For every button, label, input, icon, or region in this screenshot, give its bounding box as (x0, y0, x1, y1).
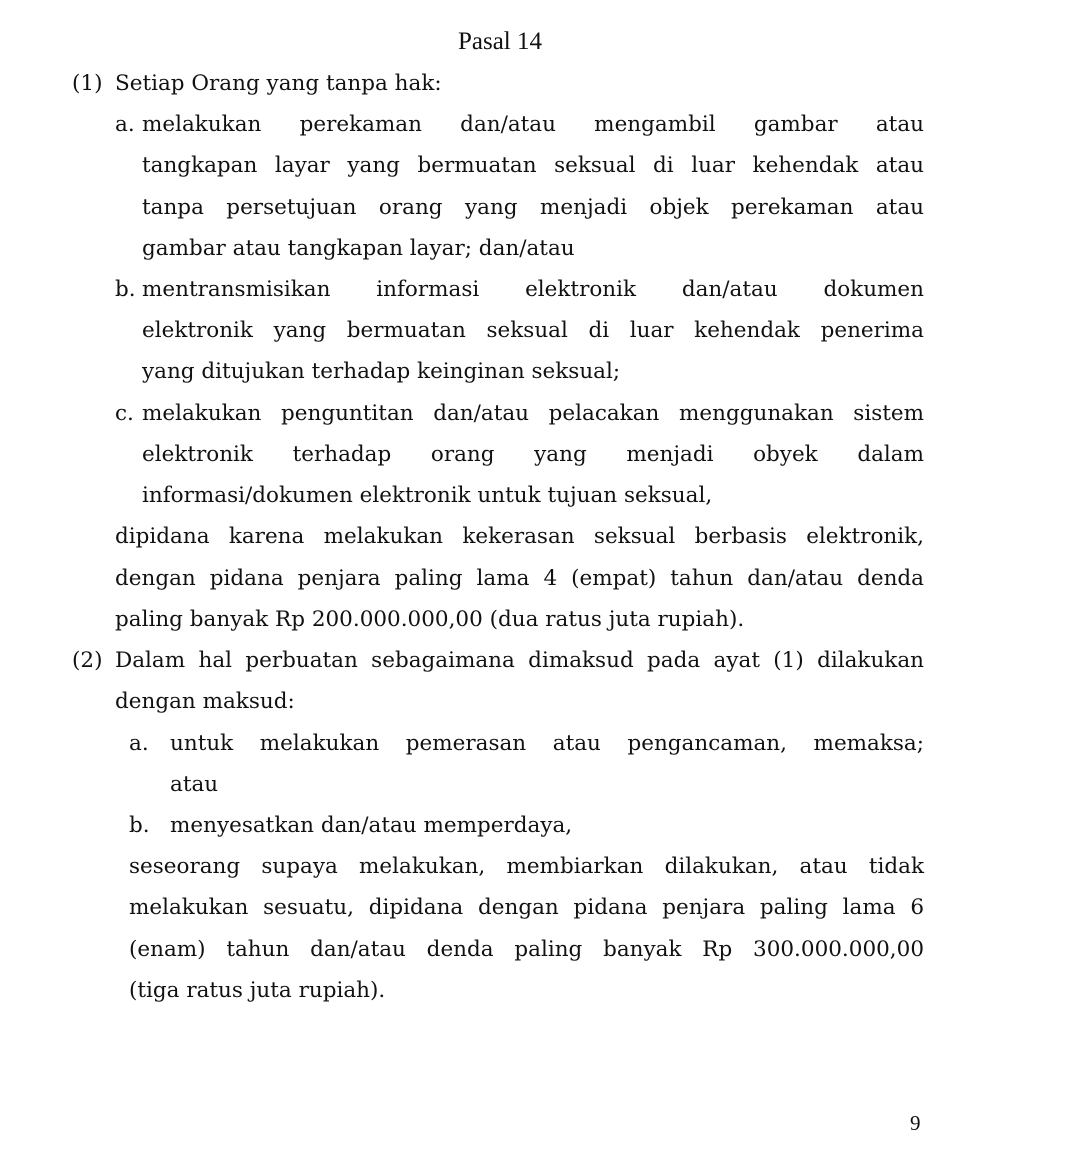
ayat-1-item-a-line-2: tangkapan layar yang bermuatan seksual di luar kehendak atau (142, 153, 924, 178)
ayat-1-item-c-marker: c. (115, 401, 134, 426)
ayat-2-number: (2) (72, 648, 103, 673)
ayat-2-item-b-line-1: menyesatkan dan/atau memperdaya, (170, 813, 573, 838)
ayat-1-closing-line-1: dipidana karena melakukan kekerasan seksual berbasis elektronik, (115, 524, 924, 549)
ayat-2-intro-line-2: dengan maksud: (115, 689, 295, 714)
ayat-1-intro: Setiap Orang yang tanpa hak: (115, 71, 442, 96)
ayat-1-item-c-line-2: elektronik terhadap orang yang menjadi obyek dalam (142, 442, 924, 467)
article-heading: Pasal 14 (457, 28, 543, 55)
ayat-1-item-a-marker: a. (115, 112, 135, 137)
ayat-1-item-a-line-3: tanpa persetujuan orang yang menjadi objek perekaman atau (142, 195, 924, 220)
ayat-1-item-b-line-1: mentransmisikan informasi elektronik dan/atau dokumen (142, 277, 924, 302)
ayat-1-number: (1) (72, 71, 103, 96)
ayat-1-item-b-line-2: elektronik yang bermuatan seksual di luar kehendak penerima (142, 318, 924, 343)
ayat-1-item-c-line-3: informasi/dokumen elektronik untuk tujuan seksual, (142, 483, 713, 508)
ayat-2-item-b-marker: b. (129, 813, 150, 838)
ayat-1-item-b-marker: b. (115, 277, 136, 302)
page-number: 9 (910, 1111, 921, 1135)
ayat-2-item-a-line-2: atau (170, 772, 219, 797)
ayat-1-item-b-line-3: yang ditujukan terhadap keinginan seksual; (142, 359, 621, 384)
ayat-1-item-a-line-4: gambar atau tangkapan layar; dan/atau (142, 236, 575, 261)
ayat-2-closing-line-2: melakukan sesuatu, dipidana dengan pidana penjara paling lama 6 (129, 895, 924, 920)
ayat-2-closing-line-1: seseorang supaya melakukan, membiarkan dilakukan, atau tidak (129, 854, 924, 879)
ayat-2-closing-line-4: (tiga ratus juta rupiah). (129, 978, 386, 1003)
ayat-1-item-a-line-1: melakukan perekaman dan/atau mengambil gambar atau (142, 112, 924, 137)
ayat-1-item-c-line-1: melakukan penguntitan dan/atau pelacakan menggunakan sistem (142, 401, 924, 426)
ayat-2-item-a-line-1: untuk melakukan pemerasan atau pengancaman, memaksa; (170, 731, 924, 756)
ayat-2-item-a-marker: a. (129, 731, 149, 756)
ayat-1-closing-line-2: dengan pidana penjara paling lama 4 (empat) tahun dan/atau denda (115, 566, 924, 591)
ayat-2-closing-line-3: (enam) tahun dan/atau denda paling banyak Rp 300.000.000,00 (129, 937, 924, 962)
ayat-2-intro-line-1: Dalam hal perbuatan sebagaimana dimaksud pada ayat (1) dilakukan (115, 648, 924, 673)
ayat-1-closing-line-3: paling banyak Rp 200.000.000,00 (dua ratus juta rupiah). (115, 607, 745, 632)
